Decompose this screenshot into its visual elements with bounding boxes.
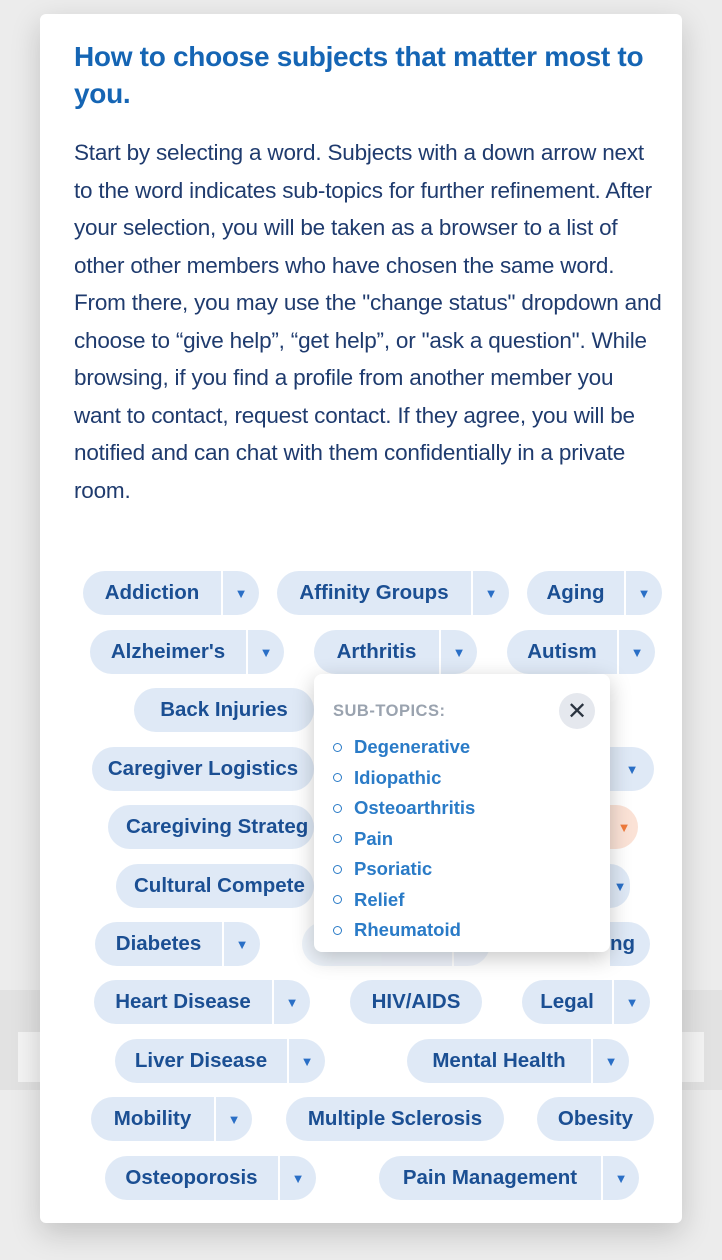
dropdown-arrow-icon[interactable]: ▼ [278,1156,316,1200]
dropdown-arrow-icon[interactable]: ▼ [439,630,477,674]
topic-pill-hiv-aids[interactable] [350,980,482,1024]
subtopic-label[interactable]: Degenerative [354,736,471,758]
topic-pill-osteoporosis[interactable] [105,1156,316,1200]
topic-label[interactable]: Aging [546,581,605,604]
dropdown-arrow-icon[interactable]: ▼ [272,980,310,1024]
subtopic-pain[interactable] [333,824,475,855]
topic-label[interactable]: HIV/AIDS [371,990,461,1013]
topic-label[interactable]: ng [610,932,636,955]
dropdown-arrow-icon[interactable]: ▼ [471,571,509,615]
close-icon[interactable]: ✕ [559,693,595,729]
subtopic-label[interactable]: Osteoarthritis [354,797,476,819]
topic-pill-multiple-sclerosis[interactable] [286,1097,504,1141]
subtopics-title: SUB-TOPICS: [333,702,446,720]
bullet-icon [333,865,342,874]
dropdown-arrow-icon[interactable]: ▼ [591,1039,629,1083]
dropdown-arrow-icon[interactable]: ▼ [612,980,650,1024]
topic-pill-pain-management[interactable] [379,1156,639,1200]
subtopic-label[interactable]: Pain [354,827,394,849]
topic-pill-highlighted-partial[interactable] [610,805,638,849]
subtopic-relief[interactable] [333,885,475,916]
topic-pill-partial[interactable] [610,864,630,908]
bullet-icon [333,926,342,935]
topic-label[interactable]: Osteoporosis [125,1166,258,1189]
bullet-icon [333,773,342,782]
topic-label[interactable]: Alzheimer's [110,640,226,663]
topic-label[interactable]: Caregiver Logistics [107,757,299,780]
topic-pill-addiction[interactable] [83,571,259,615]
subtopic-degenerative[interactable] [333,732,475,763]
subtopics-popup [314,674,610,952]
topic-pill-back-injuries[interactable] [134,688,314,732]
bullet-icon [333,834,342,843]
dropdown-arrow-icon[interactable]: ▼ [222,922,260,966]
topic-label[interactable]: Cultural Compete [134,874,305,897]
topic-pill-caregiving-strategies[interactable] [108,805,314,849]
bullet-icon [333,895,342,904]
subtopic-label[interactable]: Idiopathic [354,766,442,788]
subtopic-psoriatic[interactable] [333,854,475,885]
subtopic-label[interactable]: Relief [354,888,405,910]
subtopic-rheumatoid[interactable] [333,915,475,946]
dropdown-arrow-icon[interactable]: ▼ [613,878,627,894]
topic-label[interactable]: Multiple Sclerosis [307,1107,483,1130]
topic-pill-heart-disease[interactable] [94,980,310,1024]
dropdown-arrow-icon[interactable]: ▼ [246,630,284,674]
topic-label[interactable]: Liver Disease [134,1049,268,1072]
dropdown-arrow-icon[interactable]: ▼ [625,761,639,777]
topic-pill-liver-disease[interactable] [115,1039,325,1083]
topic-label[interactable]: Affinity Groups [299,581,449,604]
topic-pill-alzheimers[interactable] [90,630,284,674]
dropdown-arrow-icon[interactable]: ▼ [601,1156,639,1200]
dropdown-arrow-icon[interactable]: ▼ [624,571,662,615]
topic-label[interactable]: Obesity [557,1107,634,1130]
bullet-icon [333,743,342,752]
bullet-icon [333,804,342,813]
topic-label[interactable]: Pain Management [402,1166,578,1189]
dropdown-arrow-icon[interactable]: ▼ [617,819,631,835]
topic-label[interactable]: Legal [540,990,594,1013]
topic-pill-partial[interactable] [610,747,654,791]
topic-label[interactable]: Heart Disease [115,990,251,1013]
topic-pill-mobility[interactable] [91,1097,252,1141]
topic-pill-partial[interactable] [610,922,650,966]
topic-pill-diabetes[interactable] [95,922,260,966]
card-heading: How to choose subjects that matter most to you. [74,41,644,109]
subtopic-label[interactable]: Rheumatoid [354,919,461,941]
topic-pill-caregiver-logistics[interactable] [92,747,314,791]
topic-pill-aging[interactable] [527,571,662,615]
dropdown-arrow-icon[interactable]: ▼ [221,571,259,615]
subtopic-label[interactable]: Psoriatic [354,858,433,880]
subtopic-list [333,732,475,946]
topic-pill-legal[interactable] [522,980,650,1024]
topic-label[interactable]: Back Injuries [160,698,288,721]
dropdown-arrow-icon[interactable]: ▼ [617,630,655,674]
subtopic-idiopathic[interactable] [333,763,475,794]
topic-label[interactable]: Mobility [113,1107,192,1130]
topic-label[interactable]: Mental Health [432,1049,566,1072]
topic-label[interactable]: Caregiving Strateg [126,815,309,838]
topic-pill-cultural-competence[interactable] [116,864,314,908]
topic-pill-affinity-groups[interactable] [277,571,509,615]
topic-label[interactable]: Autism [527,640,597,663]
dropdown-arrow-icon[interactable]: ▼ [287,1039,325,1083]
topic-pill-mental-health[interactable] [407,1039,629,1083]
topic-pill-arthritis[interactable] [314,630,477,674]
subtopic-osteoarthritis[interactable] [333,793,475,824]
dropdown-arrow-icon[interactable]: ▼ [214,1097,252,1141]
topic-pill-autism[interactable] [507,630,655,674]
help-card [40,14,682,1223]
intro-paragraph: Start by selecting a word. Subjects with a down arrow next to the word indicates sub-topics for further refinement. After your selection, you will be taken as a browser to a list of other other members who have chosen the same word. From there, you may use the "change status" dropdown and choose to “give help”, “get help”, or "ask a question". While browsing, if you find a profile from another member you want to contact, request contact. If they agree, you will be notified and can chat with them confidentially in a private room. [74,140,662,503]
topic-label[interactable]: Addiction [104,581,200,604]
topic-label[interactable]: Arthritis [336,640,417,663]
topic-pill-obesity[interactable] [537,1097,654,1141]
topic-label[interactable]: Diabetes [115,932,202,955]
